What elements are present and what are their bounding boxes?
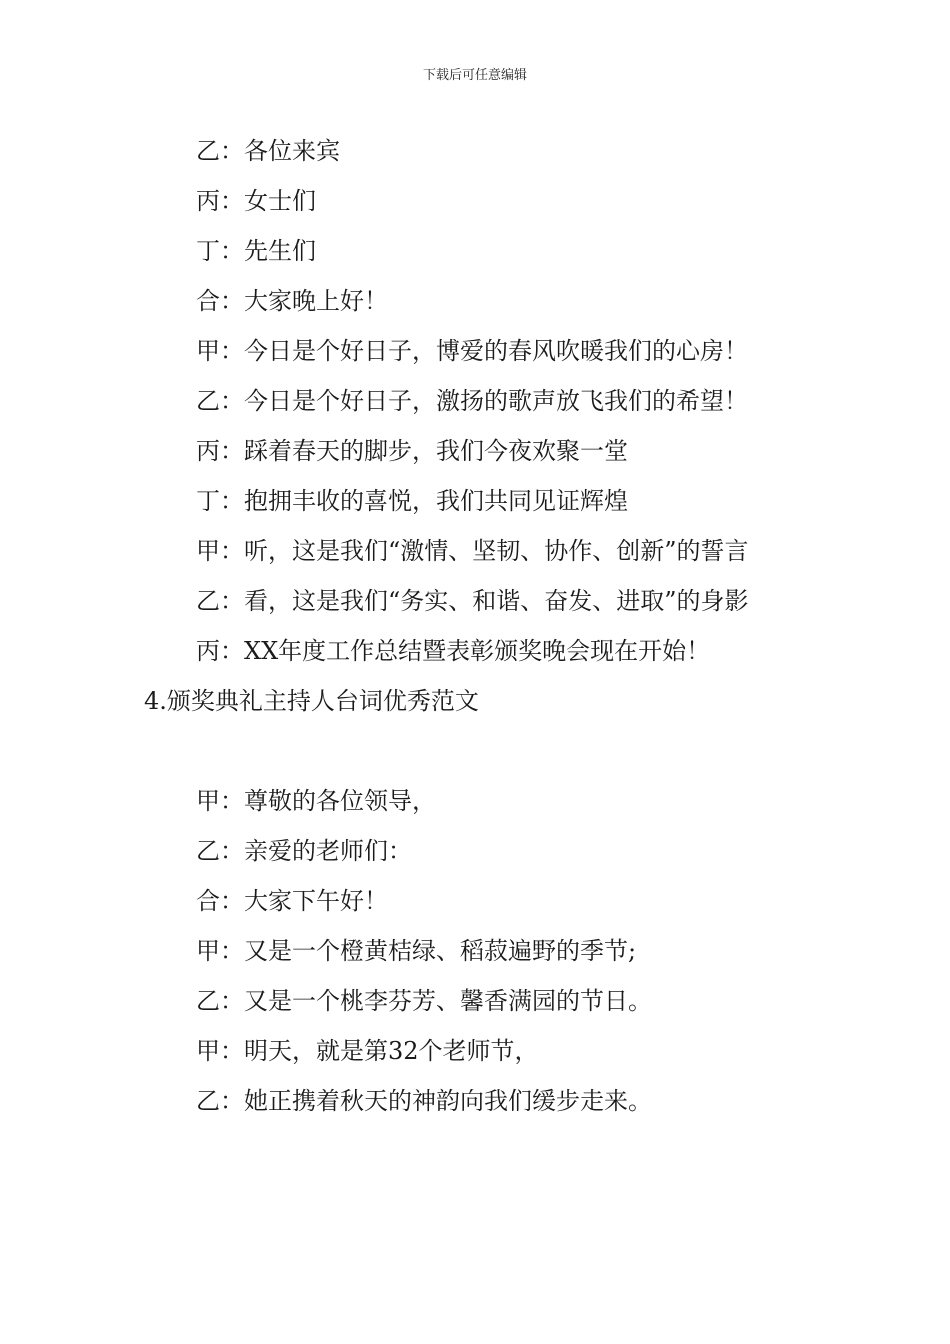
document-body (144, 126, 810, 1126)
blank-line (144, 726, 810, 776)
page-header-note: 下载后可任意编辑 (422, 68, 527, 83)
dialogue-line: 合：大家下午好！ (196, 887, 388, 915)
dialogue-line: 丙：XX年度工作总结暨表彰颁奖晚会现在开始！ (196, 637, 711, 665)
section-heading: 4.颁奖典礼主持人台词优秀范文 (144, 687, 479, 715)
dialogue-line: 乙：今日是个好日子，激扬的歌声放飞我们的希望！ (196, 387, 748, 415)
dialogue-line: 甲：今日是个好日子，博爱的春风吹暖我们的心房！ (196, 337, 748, 365)
dialogue-line: 乙：各位来宾 (196, 137, 340, 165)
dialogue-line: 乙：看，这是我们“务实、和谐、奋发、进取”的身影 (196, 587, 749, 615)
dialogue-line: 丙：踩着春天的脚步，我们今夜欢聚一堂 (196, 437, 628, 465)
dialogue-line: 乙：亲爱的老师们： (196, 837, 412, 865)
dialogue-line: 甲：尊敬的各位领导， (196, 787, 436, 815)
dialogue-line: 甲：明天，就是第32个老师节， (196, 1037, 539, 1065)
dialogue-line: 合：大家晚上好！ (196, 287, 388, 315)
dialogue-line: 丁：先生们 (196, 237, 316, 265)
dialogue-line: 甲：听，这是我们“激情、坚韧、协作、创新”的誓言 (196, 537, 749, 565)
dialogue-line: 丁：抱拥丰收的喜悦，我们共同见证辉煌 (196, 487, 628, 515)
dialogue-line: 丙：女士们 (196, 187, 316, 215)
dialogue-line: 乙：又是一个桃李芬芳、馨香满园的节日。 (196, 987, 652, 1015)
dialogue-line: 乙：她正携着秋天的神韵向我们缓步走来。 (196, 1087, 652, 1115)
dialogue-line: 甲：又是一个橙黄桔绿、稻菽遍野的季节; (196, 937, 637, 965)
